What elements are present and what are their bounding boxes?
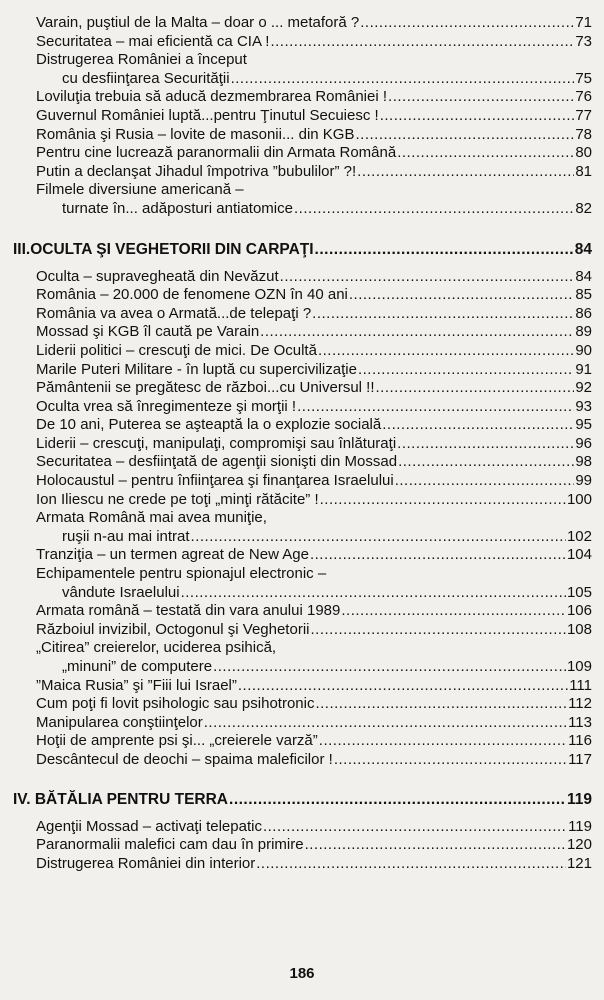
toc-entry	[36, 286, 592, 305]
toc-entry-title: Paranormalii malefici cam dau în primire	[36, 836, 304, 854]
section-heading-iii	[13, 240, 592, 260]
spacer	[36, 219, 592, 240]
dot-leader	[320, 491, 566, 510]
toc-entry-title: Holocaustul – pentru înfiinţarea şi finanţarea Israelului	[36, 472, 394, 490]
toc-entry	[36, 33, 592, 52]
toc-entry-title: Pentru cine lucrează paranormalii din Armata Română	[36, 144, 397, 162]
toc-entry-title: cu desfiinţarea Securităţii	[62, 69, 230, 87]
toc-entry-title: România şi Rusia – lovite de masonii... din KGB	[36, 125, 355, 143]
toc-entry	[36, 695, 592, 714]
toc-entry-page: 120	[566, 836, 592, 854]
toc-entry	[36, 546, 592, 565]
dot-leader	[260, 323, 574, 342]
dot-leader	[280, 268, 575, 287]
toc-entry-page: 106	[566, 602, 592, 620]
toc-entry-title: Loviluţia trebuia să aducă dezmembrarea României !	[36, 88, 388, 106]
toc-entry	[36, 144, 592, 163]
toc-entry-title: Tranziţia – un termen agreat de New Age	[36, 546, 309, 564]
toc-entry-page: 77	[575, 106, 592, 124]
toc-entry	[36, 453, 592, 472]
dot-leader	[181, 584, 566, 603]
toc-entry-page: 96	[575, 434, 592, 452]
toc-entry	[36, 14, 592, 33]
toc-entry	[36, 472, 592, 491]
toc-entry-page: 108	[566, 620, 592, 638]
toc-entry	[36, 732, 592, 751]
toc-entry-title: Manipularea conştiinţelor	[36, 713, 203, 731]
section-title: III.OCULTA ŞI VEGHETORII DIN CARPAŢI	[13, 240, 314, 258]
toc-entry	[36, 509, 592, 546]
dot-leader	[395, 472, 575, 491]
toc-entry-page: 98	[575, 453, 592, 471]
toc-entry-title: Liderii – crescuţi, manipulaţi, compromişi sau înlăturaţi	[36, 434, 397, 452]
toc-entry-title: Guvernul României luptă...pentru Ţinutul Secuiesc !	[36, 106, 379, 124]
toc-entry-page: 121	[566, 854, 592, 872]
dot-leader	[297, 398, 574, 417]
dot-leader	[397, 144, 574, 163]
dot-leader	[204, 714, 567, 733]
toc-entry-title: Putin a declanşat Jihadul împotriva ”bubulilor” ?!	[36, 162, 357, 180]
toc-entry	[36, 416, 592, 435]
toc-entry-title: Securitatea – mai eficientă ca CIA !	[36, 32, 270, 50]
toc-entry	[36, 305, 592, 324]
toc-entry-title-line: Distrugerea României a început	[36, 51, 247, 69]
toc-entry-page: 81	[575, 162, 592, 180]
toc-entry-title-line: „Citirea” creierelor, uciderea psihică,	[36, 639, 277, 657]
toc-entry	[36, 836, 592, 855]
toc-entry-page: 89	[575, 323, 592, 341]
toc-entry-page: 92	[575, 379, 592, 397]
toc-entry-title: Războiul invizibil, Octogonul şi Veghetorii	[36, 620, 310, 638]
toc-entry	[36, 126, 592, 145]
toc-entry-title: Hoţii de amprente psi şi... „creierele varză”	[36, 732, 318, 750]
toc-entry-page: 111	[569, 676, 592, 694]
toc-entry-page: 119	[568, 817, 592, 835]
toc-entry-title: Liderii politici – crescuţi de mici. De Ocultă	[36, 341, 317, 359]
toc-entry-title: Armata română – testată din vara anului 1989	[36, 602, 341, 620]
toc-entry-page: 86	[575, 304, 592, 322]
toc-entry-title: Distrugerea României din interior	[36, 854, 256, 872]
toc-entry-page: 76	[575, 88, 592, 106]
toc-entry-title: Descântecul de deochi – spaima maleficilor !	[36, 750, 333, 768]
toc-entry-page: 113	[568, 713, 592, 731]
toc-entry	[36, 107, 592, 126]
dot-leader	[388, 88, 574, 107]
toc-entry-page: 116	[568, 732, 592, 750]
dot-leader	[229, 790, 566, 810]
dot-leader	[360, 14, 574, 33]
toc-entry	[36, 342, 592, 361]
dot-leader	[341, 602, 566, 621]
toc-entry	[36, 818, 592, 837]
toc-entry	[36, 491, 592, 510]
toc-entry-page: 117	[568, 750, 592, 768]
section-page: 119	[566, 790, 592, 808]
spacer	[36, 260, 592, 268]
toc-entry	[36, 398, 592, 417]
toc-entry-title: Varain, puştiul de la Malta – doar o ... metaforă ?	[36, 14, 360, 31]
toc-entry-page: 78	[575, 125, 592, 143]
toc-entry-page: 99	[575, 472, 592, 490]
toc-entry	[36, 163, 592, 182]
dot-leader	[305, 836, 566, 855]
toc-entry-page: 102	[566, 527, 592, 545]
toc-entry-title: ruşii n-au mai intrat	[62, 527, 190, 545]
dot-leader	[355, 126, 574, 145]
toc-entry-page: 80	[575, 144, 592, 162]
toc-entry	[36, 714, 592, 733]
toc-entry	[36, 379, 592, 398]
dot-leader	[238, 677, 568, 696]
toc-entry-title: România va avea o Armată...de telepaţi ?	[36, 304, 312, 322]
toc-entry	[36, 435, 592, 454]
toc-entry-title-line: Armata Română mai avea muniţie,	[36, 509, 267, 527]
dot-leader	[270, 33, 574, 52]
section-heading-iv	[13, 790, 592, 810]
dot-leader	[397, 435, 574, 454]
dot-leader	[334, 751, 567, 770]
toc-entry-page: 105	[566, 583, 592, 601]
toc-entry-title: De 10 ani, Puterea se aşteaptă la o explozie socială	[36, 416, 382, 434]
dot-leader	[312, 305, 574, 324]
section-page: 84	[574, 240, 592, 258]
dot-leader	[398, 453, 574, 472]
toc-entry-page: 82	[575, 199, 592, 217]
toc-entry-page: 91	[575, 360, 592, 378]
toc-entry-page: 93	[575, 397, 592, 415]
toc-entry-page: 75	[575, 69, 592, 87]
toc-entry-page: 71	[575, 14, 592, 31]
toc-entry	[36, 181, 592, 218]
dot-leader	[349, 286, 574, 305]
dot-leader	[358, 361, 574, 380]
toc-entry-title-line: Echipamentele pentru spionajul electronic –	[36, 565, 327, 583]
toc-entry-title: Cum poţi fi lovit psihologic sau psihotronic	[36, 695, 315, 713]
dot-leader	[231, 70, 575, 89]
dot-leader	[357, 163, 574, 182]
toc-entry-title: Oculta vrea să înregimenteze şi morţii !	[36, 397, 297, 415]
toc-entry	[36, 751, 592, 770]
dot-leader	[380, 107, 575, 126]
dot-leader	[376, 379, 575, 398]
toc-entry	[36, 323, 592, 342]
toc-entry-title: „minuni” de computere	[62, 658, 213, 675]
dot-leader	[263, 818, 567, 837]
toc-entry-title: ”Maica Rusia” şi ”Fiii lui Israel”	[36, 676, 237, 694]
toc-entry-page: 109	[566, 658, 592, 675]
toc-entry	[36, 855, 592, 874]
toc-entry-page: 104	[566, 546, 592, 564]
dot-leader	[315, 695, 567, 714]
page-number: 186	[289, 965, 315, 982]
section-title: IV. BĂTĂLIA PENTRU TERRA	[13, 790, 229, 808]
toc-entry-page: 100	[566, 490, 592, 508]
toc-entry-page: 95	[575, 416, 592, 434]
toc-entry-title: vândute Israelului	[62, 583, 180, 601]
toc-entry	[36, 361, 592, 380]
toc-entry-title-line: Filmele diversiune americană –	[36, 181, 244, 199]
table-of-contents	[13, 14, 592, 873]
toc-entry-title: România – 20.000 de fenomene OZN în 40 ani	[36, 286, 348, 304]
dot-leader	[318, 342, 574, 361]
toc-entry-title: Marile Puteri Militare - în luptă cu supercivilizaţie	[36, 360, 357, 378]
dot-leader	[294, 200, 574, 219]
dot-leader	[213, 658, 566, 677]
spacer	[36, 770, 592, 790]
toc-entry-title: Pământenii se pregătesc de război...cu Universul !!	[36, 379, 375, 397]
dot-leader	[315, 240, 574, 260]
dot-leader	[310, 546, 566, 565]
toc-entry	[36, 51, 592, 88]
toc-entry-page: 84	[575, 267, 592, 285]
dot-leader	[310, 621, 565, 640]
toc-entry-title: Agenţii Mossad – activaţi telepatic	[36, 817, 262, 835]
toc-entry	[36, 565, 592, 602]
toc-entry-title: Mossad şi KGB îl caută pe Varain	[36, 323, 260, 341]
spacer	[36, 810, 592, 818]
dot-leader	[319, 732, 567, 751]
toc-entry-title: Securitatea – desfiinţată de agenţii sionişti din Mossad	[36, 453, 398, 471]
toc-entry	[36, 268, 592, 287]
toc-entry-page: 90	[575, 341, 592, 359]
toc-entry-page: 85	[575, 286, 592, 304]
toc-entry-page: 112	[568, 695, 592, 713]
toc-entry-title: turnate în... adăposturi antiatomice	[62, 199, 293, 217]
toc-entry	[36, 88, 592, 107]
dot-leader	[191, 528, 566, 547]
dot-leader	[256, 855, 566, 874]
dot-leader	[382, 416, 574, 435]
toc-entry-title: Ion Iliescu ne crede pe toţi „minţi rătăcite” !	[36, 490, 319, 508]
toc-entry	[36, 677, 592, 696]
toc-entry	[36, 621, 592, 640]
toc-entry	[36, 639, 592, 676]
toc-entry	[36, 602, 592, 621]
toc-entry-page: 73	[575, 32, 592, 50]
toc-entry-title: Oculta – supravegheată din Nevăzut	[36, 267, 279, 285]
